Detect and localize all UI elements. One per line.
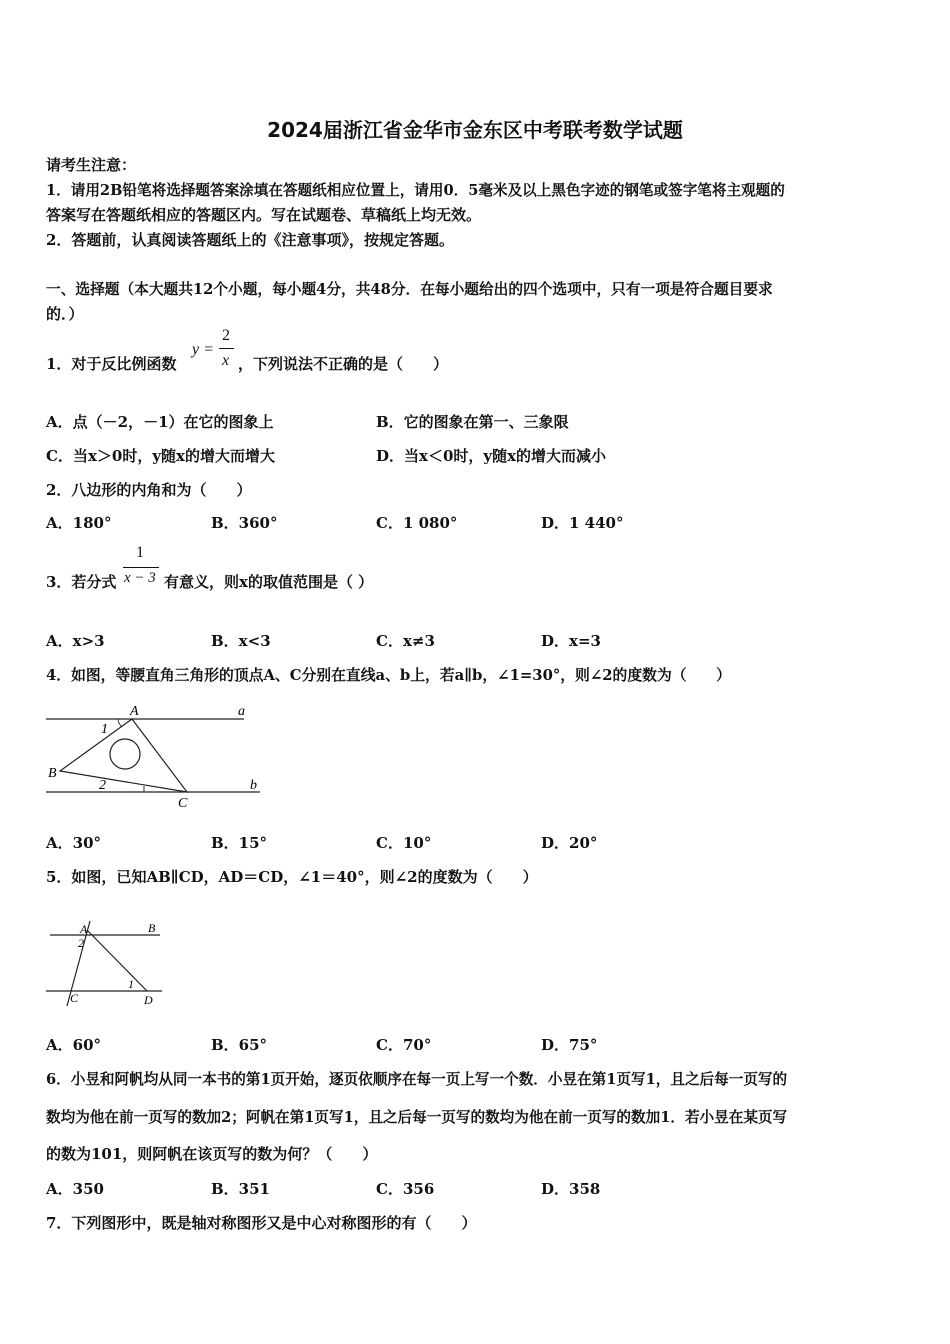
q4-stem: 4．如图，等腰直角三角形的顶点A、C分别在直线a、b上，若a∥b，∠1=30°，则∠2的度数为（ ） [46, 667, 731, 684]
q4-figure [40, 700, 270, 812]
q3-suffix: 有意义，则x的取值范围是（ ） [164, 573, 374, 591]
q3-fraction-bar [123, 567, 159, 568]
notice-line-2: 2．答题前，认真阅读答题纸上的《注意事项》，按规定答题。 [46, 231, 454, 249]
page-title: 2024届浙江省金华市金东区中考联考数学试题 [267, 118, 683, 142]
q4-label-C: C [178, 796, 188, 811]
q3-option-a: A．x>3 [46, 632, 105, 650]
q1-formula-denominator: x [222, 352, 230, 369]
q1-fraction-bar [219, 348, 234, 349]
section-heading-line-a: 一、选择题（本大题共12个小题，每小题4分，共48分．在每小题给出的四个选项中，只有一项是符合题目要求 [46, 281, 773, 298]
q5-stem: 5．如图，已知AB∥CD，AD＝CD，∠1＝40°，则∠2的度数为（ ） [46, 868, 538, 886]
q4-triangle [60, 719, 187, 792]
q3-option-d: D．x=3 [541, 632, 601, 650]
q3-prefix: 3．若分式 [46, 573, 117, 591]
q5-option-d: D．75° [541, 1036, 598, 1054]
q5-option-a: A．60° [46, 1036, 102, 1054]
q4-label-b: b [250, 778, 257, 793]
q4-angle-1-arc [118, 719, 122, 727]
q1-option-b: B．它的图象在第一、三象限 [376, 413, 569, 431]
q3-numerator: 1 [136, 544, 144, 561]
q5-label-2: 2 [78, 936, 84, 950]
q4-label-a: a [238, 704, 245, 719]
q1-option-c: C．当x＞0时，y随x的增大而增大 [46, 447, 275, 465]
q5-label-B: B [148, 921, 156, 935]
q2-stem: 2．八边形的内角和为（ ） [46, 481, 252, 499]
q4-option-c: C．10° [376, 834, 432, 852]
q2-option-b: B．360° [211, 514, 278, 532]
q4-option-d: D．20° [541, 834, 598, 852]
q6-option-c: C．356 [376, 1180, 435, 1198]
q5-option-c: C．70° [376, 1036, 432, 1054]
notice-line-1b: 答案写在答题纸相应的答题区内。写在试题卷、草稿纸上均无效。 [46, 206, 482, 224]
q5-label-C: C [70, 991, 79, 1005]
q1-formula-numerator: 2 [222, 327, 230, 344]
q5-label-A: A [80, 922, 88, 936]
q5-option-b: B．65° [211, 1036, 268, 1054]
q5-figure [40, 918, 170, 1010]
q6-line-3: 的数为101，则阿帆在该页写的数为何？（ ） [46, 1145, 378, 1163]
q7-stem: 7．下列图形中，既是轴对称图形又是中心对称图形的有（ ） [46, 1214, 477, 1232]
q2-option-d: D．1 440° [541, 514, 624, 532]
q4-label-1: 1 [101, 722, 108, 737]
q3-option-b: B．x<3 [211, 632, 271, 650]
q5-line-ad [87, 930, 147, 991]
q6-option-b: B．351 [211, 1180, 270, 1198]
q3-denominator: x − 3 [124, 570, 156, 586]
q1-option-d: D．当x＜0时，y随x的增大而减小 [376, 447, 607, 465]
q3-option-c: C．x≠3 [376, 632, 435, 650]
q1-suffix: ，下列说法不正确的是（ ） [238, 355, 449, 373]
q6-line-1: 6．小昱和阿帆均从同一本书的第1页开始，逐页依顺序在每一页上写一个数．小昱在第1页写1，且之后每一页写的 [46, 1071, 788, 1088]
q4-option-a: A．30° [46, 834, 102, 852]
q5-label-1: 1 [128, 977, 134, 991]
section-heading-line-b: 的．） [46, 305, 84, 323]
q4-label-A: A [130, 704, 139, 719]
q2-option-a: A．180° [46, 514, 112, 532]
q4-option-b: B．15° [211, 834, 268, 852]
q6-line-2: 数均为他在前一页写的数加2；阿帆在第1页写1，且之后每一页写的数均为他在前一页写的数加1．若小昱在某页写 [46, 1109, 788, 1126]
q4-label-B: B [48, 766, 57, 781]
q1-option-a: A．点（－2，－1）在它的图象上 [46, 413, 274, 431]
q4-circle [110, 739, 140, 769]
q4-label-2: 2 [99, 778, 106, 793]
q6-option-d: D．358 [541, 1180, 601, 1198]
q5-label-D: D [144, 993, 153, 1007]
notice-heading: 请考生注意： [46, 156, 137, 174]
q1-prefix: 1．对于反比例函数 [46, 355, 177, 373]
q2-option-c: C．1 080° [376, 514, 458, 532]
q1-formula-y: y = [192, 341, 214, 358]
q6-option-a: A．350 [46, 1180, 104, 1198]
notice-line-1a: 1．请用2B铅笔将选择题答案涂填在答题纸相应位置上，请用0．5毫米及以上黑色字迹的钢笔或签字笔将主观题的 [46, 182, 785, 199]
